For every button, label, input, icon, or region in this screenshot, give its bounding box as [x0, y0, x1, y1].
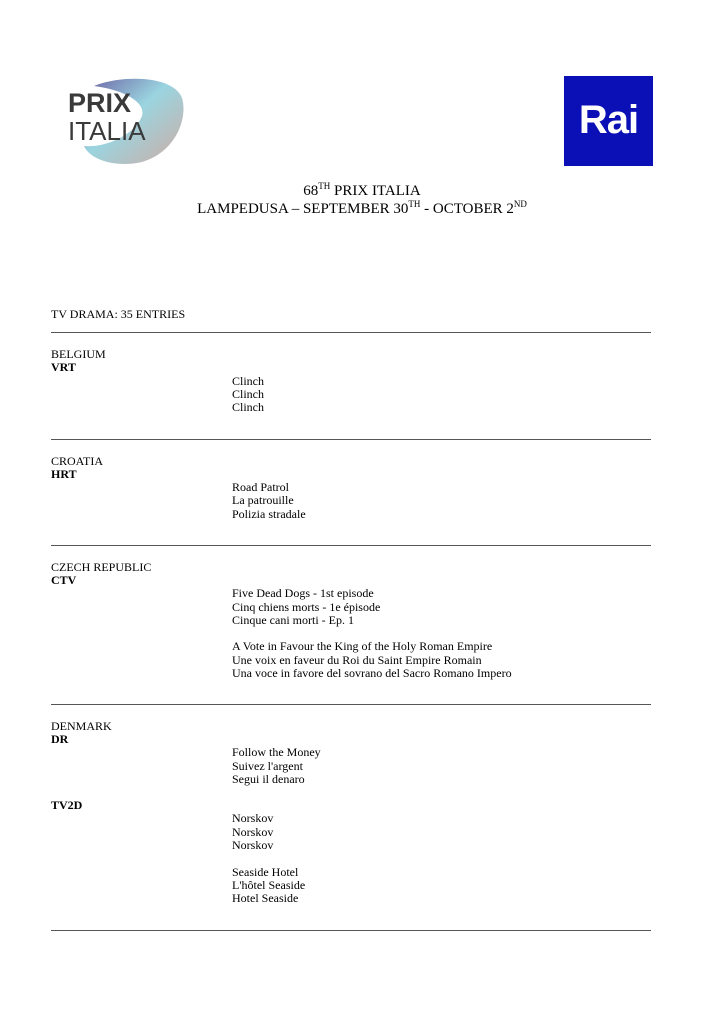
entry-title-fr: La patrouille — [232, 493, 294, 507]
entry-title-it: Cinque cani morti - Ep. 1 — [232, 613, 354, 627]
logo-text-italia: ITALIA — [68, 116, 146, 146]
country-name: CROATIA — [51, 454, 104, 468]
entry-title-fr: Norskov — [232, 825, 274, 839]
prix-italia-logo — [64, 76, 188, 168]
divider — [51, 332, 651, 333]
entry-title-it: Norskov — [232, 838, 274, 852]
broadcaster-name: HRT — [51, 467, 77, 481]
entry-title-it: Hotel Seaside — [232, 891, 299, 905]
divider — [51, 545, 651, 546]
divider — [51, 704, 651, 705]
entry-title-it: Polizia stradale — [232, 507, 306, 521]
entry-title-it: Clinch — [232, 400, 264, 414]
entry-title-en: A Vote in Favour the King of the Holy Roman Empire — [232, 639, 493, 653]
rai-logo — [564, 76, 653, 166]
divider — [51, 439, 651, 440]
entry-title-en: Road Patrol — [232, 480, 289, 494]
entry-title-en: Five Dead Dogs - 1st episode — [232, 586, 374, 600]
entry-title-it: Una voce in favore del sovrano del Sacro Romano Impero — [232, 666, 512, 680]
page-subtitle: LAMPEDUSA – SEPTEMBER 30TH - OCTOBER 2ND — [197, 199, 527, 217]
broadcaster-name: DR — [51, 732, 69, 746]
country-name: CZECH REPUBLIC — [51, 560, 152, 574]
entry-title-en: Follow the Money — [232, 745, 321, 759]
entry-title-fr: Cinq chiens morts - 1e épisode — [232, 600, 381, 614]
category-heading: TV DRAMA: 35 ENTRIES — [51, 307, 186, 321]
logo-text-prix: PRIX — [68, 88, 132, 118]
rai-logo-text: Rai — [578, 98, 639, 142]
entry-title-fr: Une voix en faveur du Roi du Saint Empire Romain — [232, 653, 482, 667]
page-title: 68TH PRIX ITALIA — [303, 181, 421, 199]
entry-title-it: Segui il denaro — [232, 772, 305, 786]
entry-title-fr: Suivez l'argent — [232, 759, 303, 773]
entry-title-en: Clinch — [232, 374, 264, 388]
broadcaster-name: TV2D — [51, 798, 83, 812]
country-name: BELGIUM — [51, 347, 106, 361]
entry-title-fr: Clinch — [232, 387, 264, 401]
entry-title-en: Norskov — [232, 811, 274, 825]
entry-title-fr: L'hôtel Seaside — [232, 878, 306, 892]
broadcaster-name: VRT — [51, 360, 76, 374]
divider — [51, 930, 651, 931]
broadcaster-name: CTV — [51, 573, 77, 587]
entry-title-en: Seaside Hotel — [232, 865, 299, 879]
country-name: DENMARK — [51, 719, 112, 733]
